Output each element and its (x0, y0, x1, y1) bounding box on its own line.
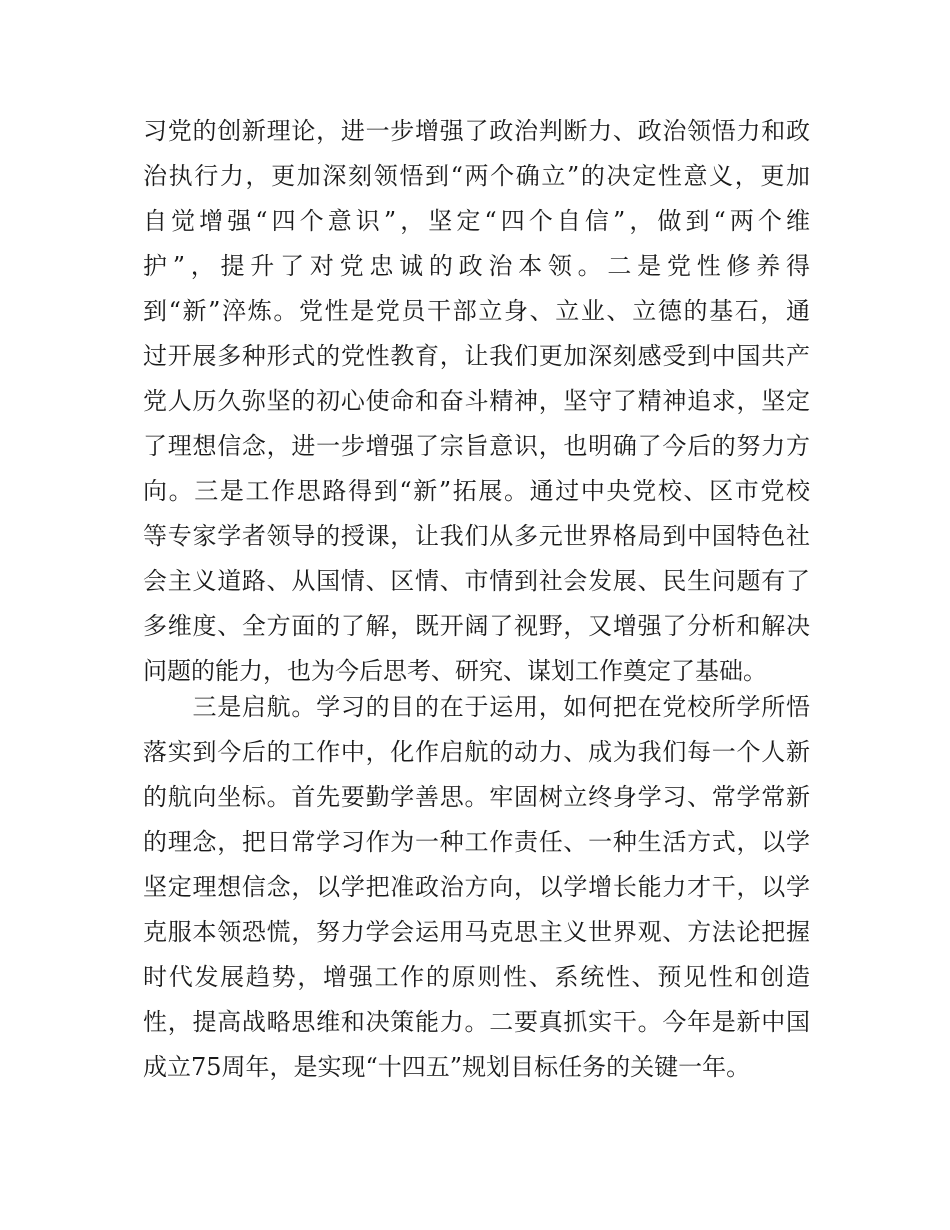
text-line: 自觉增强“四个意识”，坚定“四个自信”，做到“两个维 (143, 207, 810, 235)
text-line: 的航向坐标。首先要勤学善思。牢固树立终身学习、常学常新 (143, 783, 810, 811)
text-line: 时代发展趋势，增强工作的原则性、系统性、预见性和创造 (143, 963, 810, 991)
text-line: 成立75周年，是实现“十四五”规划目标任务的关键一年。 (143, 1053, 751, 1081)
text-line: 过开展多种形式的党性教育，让我们更加深刻感受到中国共产 (143, 342, 810, 370)
text-line: 会主义道路、从国情、区情、市情到社会发展、民生问题有了 (143, 567, 810, 595)
text-line: 治执行力，更加深刻领悟到“两个确立”的决定性意义，更加 (143, 162, 810, 190)
text-line: 问题的能力，也为今后思考、研究、谋划工作奠定了基础。 (143, 657, 767, 685)
paragraph-1 (143, 109, 810, 694)
text-line: 了理想信念，进一步增强了宗旨意识，也明确了今后的努力方 (143, 432, 810, 460)
text-line: 等专家学者领导的授课，让我们从多元世界格局到中国特色社 (143, 522, 810, 550)
text-line: 克服本领恐慌，努力学会运用马克思主义世界观、方法论把握 (143, 918, 810, 946)
text-line: 三是启航。学习的目的在于运用，如何把在党校所学所悟 (143, 693, 810, 721)
text-line: 性，提高战略思维和决策能力。二要真抓实干。今年是新中国 (143, 1008, 810, 1036)
text-line: 习党的创新理论，进一步增强了政治判断力、政治领悟力和政 (143, 117, 810, 145)
text-line: 党人历久弥坚的初心使命和奋斗精神，坚守了精神追求，坚定 (143, 387, 810, 415)
text-line: 到“新”淬炼。党性是党员干部立身、立业、立德的基石，通 (143, 297, 810, 325)
text-line: 护”，提升了对党忠诚的政治本领。二是党性修养得 (143, 252, 810, 280)
text-line: 的理念，把日常学习作为一种工作责任、一种生活方式，以学 (143, 828, 810, 856)
text-line: 多维度、全方面的了解，既开阔了视野，又增强了分析和解决 (143, 612, 810, 640)
paragraph-2 (143, 685, 810, 1090)
text-line: 坚定理想信念，以学把准政治方向，以学增长能力才干，以学 (143, 873, 810, 901)
text-line: 向。三是工作思路得到“新”拓展。通过中央党校、区市党校 (143, 477, 810, 505)
text-line: 落实到今后的工作中，化作启航的动力、成为我们每一个人新 (143, 738, 810, 766)
